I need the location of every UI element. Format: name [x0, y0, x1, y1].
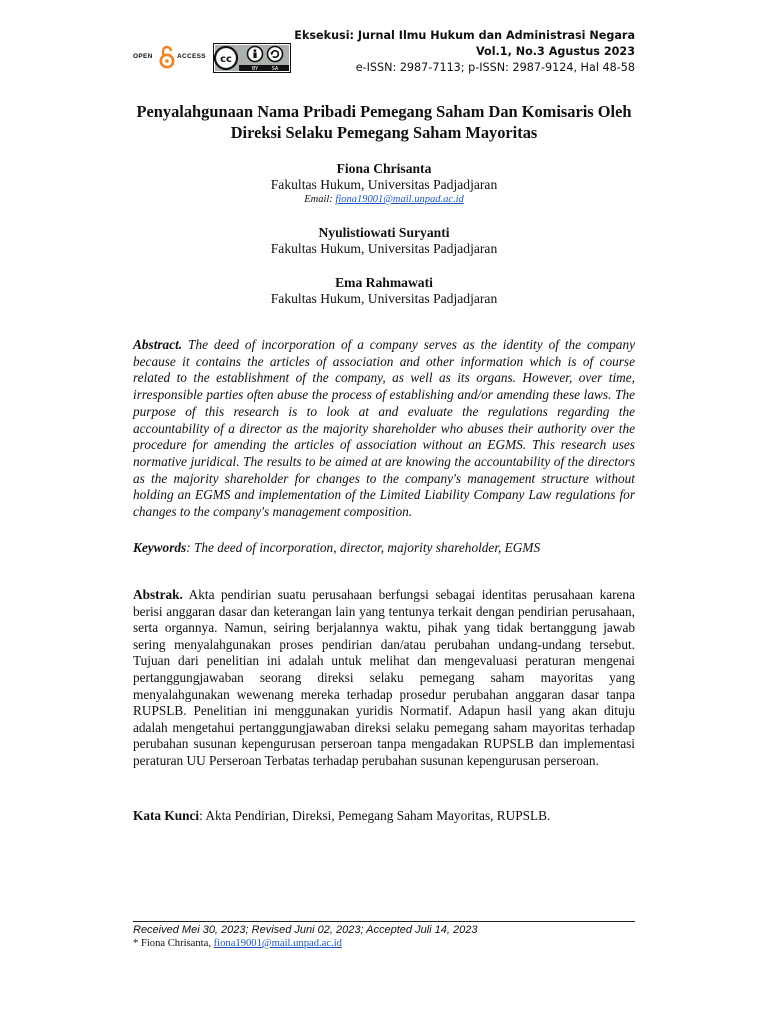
open-access-logo: [133, 45, 211, 71]
author-email-link[interactable]: fiona19001@mail.unpad.ac.id: [335, 194, 464, 205]
keywords-en-text: : The deed of incorporation, director, majority shareholder, EGMS: [186, 540, 541, 555]
footnote-divider: [133, 921, 635, 922]
abstract-id-text: Akta pendirian suatu perusahaan berfungsi sebagai identitas perusahaan karena berisi anggaran dasar dan keterangan lain yang tentunya terkait dengan pendirian perusahaan, serta organnya. Namun, seiring berjalannya waktu, pihak yang tidak bertanggung jawab sering menyalahgunakan proses pendirian dan/atau perubahan undang-undang tersebut. Tujuan dari penelitian ini adalah untuk melihat dan mengevaluasi peraturan mengenai pertanggungjawaban seorang direksi selaku pemegang saham mayoritas yang menyalahgunakan wewenang mereka terhadap prosedur perubahan anggaran dasar tanpa RUPSLB. Penelitian ini menggunakan yuridis Normatif. Adapun hasil yang akan dituju adalah mengetahui pertanggungjawaban direksi selaku pemegang saham mayoritas terhadap perubahan susunan kepengurusan perseroan tanpa mengadakan RUPSLB dan implementasi peraturan UU Perseroan Terbatas terhadap perubahan susunan kepengurusan perseroan.: [133, 587, 635, 768]
author-email-line: [134, 193, 634, 206]
journal-info: [294, 28, 635, 77]
license-by-text: BY: [251, 66, 259, 72]
keywords-id-text: : Akta Pendirian, Direksi, Pemegang Saham Mayoritas, RUPSLB.: [199, 808, 551, 823]
open-access-lock-icon: [159, 45, 175, 69]
corresponding-author: [133, 937, 342, 950]
author-affiliation: Fakultas Hukum, Universitas Padjadjaran: [270, 177, 498, 192]
journal-header: [133, 28, 635, 80]
abstract-en-text: The deed of incorporation of a company serves as the identity of the company because it contains the articles of association and other information which is of course related to the establishment of the company, as well as its organs. However, over time, irresponsible parties often abuse the process of establishing and/or amending these laws. The purpose of this research is to look at and evaluate the regulations regarding the accountability of a director as the majority shareholder who abuses their authority over the procedure for amending the articles of association without an EGMS. This research uses normative juridical. The results to be aimed at are knowing the accountability of the directors as the majority shareholder for changes to the company's management structure without holding an EGMS and implementation of the Limited Liability Company Law regulations for changes to the company's management composition.: [133, 337, 635, 520]
author-name: Nyulistiowati Suryanti: [318, 225, 450, 240]
author-1: [134, 161, 634, 206]
abstract-en-lead: Abstract.: [133, 337, 183, 352]
journal-issn: e-ISSN: 2987-7113; p-ISSN: 2987-9124, Hal 48-58: [355, 61, 635, 75]
corresp-email-link[interactable]: fiona19001@mail.unpad.ac.id: [213, 938, 342, 949]
author-2: [134, 225, 634, 257]
author-affiliation: Fakultas Hukum, Universitas Padjadjaran: [270, 291, 498, 306]
corresp-prefix: * Fiona Chrisanta,: [133, 938, 214, 949]
license-sa-text: SA: [271, 66, 279, 72]
cc-by-sa-license-icon: [213, 43, 291, 73]
journal-name: Eksekusi: Jurnal Ilmu Hukum dan Administrasi Negara: [294, 29, 635, 42]
author-3: [134, 275, 634, 307]
open-access-access-text: ACCESS: [177, 53, 206, 60]
author-affiliation: Fakultas Hukum, Universitas Padjadjaran: [270, 241, 498, 256]
abstract-indonesian: [133, 587, 635, 770]
open-access-open-text: OPEN: [133, 53, 153, 60]
journal-volume: Vol.1, No.3 Agustus 2023: [475, 45, 635, 59]
abstract-id-lead: Abstrak.: [133, 587, 183, 602]
abstract-english: [133, 337, 635, 521]
keywords-indonesian: [133, 808, 635, 824]
author-name: Ema Rahmawati: [335, 275, 433, 290]
keywords-english: [133, 540, 635, 556]
received-dates: Received Mei 30, 2023; Revised Juni 02, 2023; Accepted Juli 14, 2023: [133, 924, 478, 936]
paper-title: Penyalahgunaan Nama Pribadi Pemegang Saham Dan Komisaris Oleh Direksi Selaku Pemegang Saham Mayoritas: [136, 102, 632, 142]
keywords-id-lead: Kata Kunci: [133, 808, 200, 823]
author-name: Fiona Chrisanta: [336, 161, 432, 176]
svg-text:cc: cc: [220, 54, 232, 65]
keywords-en-lead: Keywords: [133, 540, 187, 555]
email-label: Email:: [304, 194, 336, 205]
